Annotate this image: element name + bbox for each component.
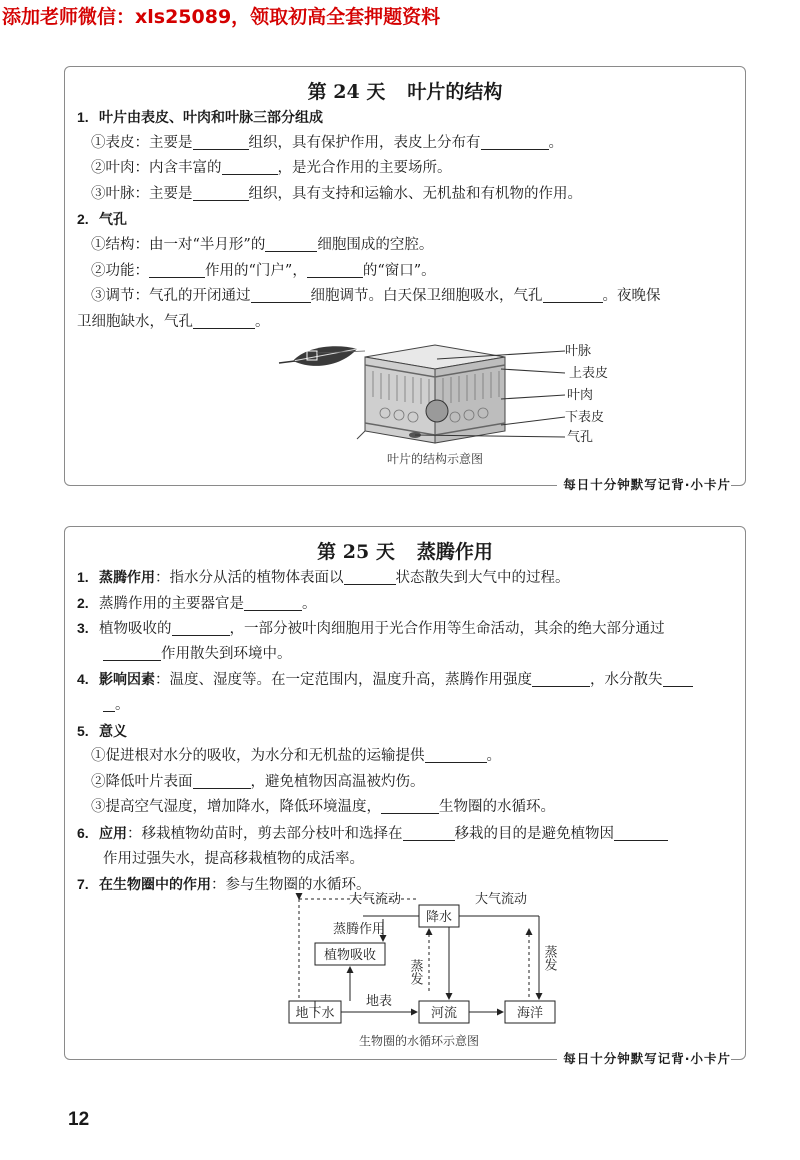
text: 蒸腾作用的主要器官是	[99, 595, 244, 612]
label-lower-epidermis: 下表皮	[565, 410, 605, 425]
title-day: 第 25 天	[317, 541, 395, 563]
fill-blank[interactable]	[149, 261, 205, 278]
fill-blank[interactable]	[222, 158, 278, 175]
label-upper-epidermis: 上表皮	[569, 366, 609, 381]
label-groundwater: 地下水	[295, 1006, 335, 1021]
fill-blank[interactable]	[103, 695, 115, 712]
text: ③叶脉：主要是	[91, 185, 193, 202]
section-heading: 气孔	[99, 212, 127, 229]
text: 的“窗口”。	[362, 262, 436, 279]
text: 细胞调节。白天保卫细胞吸水，气孔	[310, 288, 543, 305]
text: 。夜晚保	[602, 288, 661, 305]
fill-blank[interactable]	[251, 286, 311, 303]
fill-blank[interactable]	[614, 824, 668, 841]
text: 。	[486, 748, 501, 765]
text: 移栽的目的是避免植物因	[454, 825, 614, 842]
text: ：指水分从活的植物体表面以	[155, 570, 344, 586]
text: 。	[115, 696, 130, 713]
item-number: 2.	[77, 594, 89, 611]
text: ③提高空气湿度，增加降水，降低环境温度，	[91, 799, 381, 816]
figure-caption: 叶片的结构示意图	[386, 452, 484, 466]
label-evaporation-land: 蒸发	[407, 959, 423, 985]
text: 组织，具有支持和运输水、无机盐和有机物的作用。	[248, 185, 582, 202]
fill-blank[interactable]	[193, 312, 255, 329]
fill-blank[interactable]	[244, 594, 302, 611]
card-content	[77, 105, 735, 335]
card-content	[77, 565, 735, 898]
item-number: 5.	[77, 722, 89, 739]
item-number: 6.	[77, 824, 89, 841]
label-transpiration: 蒸腾作用	[332, 922, 386, 937]
label-atmosphere-right: 大气流动	[474, 892, 528, 907]
fill-blank[interactable]	[344, 568, 396, 585]
fill-blank[interactable]	[193, 184, 249, 201]
item-number: 1.	[77, 569, 89, 585]
fill-blank[interactable]	[103, 644, 161, 661]
item-number: 4.	[77, 671, 89, 688]
card-footer: 每日十分钟默写记背·小卡片	[557, 475, 731, 493]
title-day: 第 24 天	[307, 81, 386, 103]
label-plant-absorption: 植物吸收	[323, 948, 377, 963]
text: ，避免植物因高温被灼伤。	[250, 773, 425, 790]
item-number: 2.	[77, 211, 89, 228]
text: 。	[302, 595, 317, 612]
leaf-cross-section	[357, 345, 505, 443]
fill-blank[interactable]	[381, 797, 439, 814]
text: 。	[548, 134, 563, 151]
label-stoma: 气孔	[567, 430, 594, 445]
text: 作用散失到环境中。	[161, 645, 292, 662]
fill-blank[interactable]	[425, 746, 487, 763]
fill-blank[interactable]	[193, 133, 249, 150]
text: 组织，具有保护作用，表皮上分布有	[248, 134, 481, 151]
watermark-text: 添加老师微信：xls25089，领取初高全套押题资料	[2, 6, 441, 28]
fill-blank[interactable]	[172, 619, 230, 636]
title-topic: 蒸腾作用	[416, 541, 493, 563]
fill-blank[interactable]	[543, 286, 603, 303]
page-number: 12	[68, 1109, 90, 1130]
fill-blank[interactable]	[265, 235, 317, 252]
water-cycle-diagram	[279, 889, 559, 1053]
text: ：参与生物圈的水循环。	[211, 877, 371, 894]
text: 作用过强失水，提高移栽植物的成活率。	[103, 850, 364, 867]
text: ，是光合作用的主要场所。	[277, 160, 452, 177]
label-mesophyll: 叶肉	[567, 388, 594, 403]
fill-blank[interactable]	[532, 670, 590, 687]
term-heading: 影响因素	[99, 672, 155, 689]
fill-blank[interactable]	[193, 772, 251, 789]
label-ocean: 海洋	[516, 1006, 544, 1021]
card-footer: 每日十分钟默写记背·小卡片	[557, 1049, 731, 1067]
leaf-icon	[279, 346, 365, 366]
text: ①结构：由一对“半月形”的	[91, 236, 266, 253]
text: 植物吸收的	[99, 621, 172, 638]
title-topic: 叶片的结构	[407, 81, 503, 103]
term-heading: 在生物圈中的作用	[99, 877, 211, 894]
text: ②叶肉：内含丰富的	[91, 160, 222, 177]
text: ①表皮：主要是	[91, 134, 193, 151]
text: ：移栽植物幼苗时，剪去部分枝叶和选择在	[127, 825, 403, 842]
term-heading: 应用	[99, 825, 127, 842]
item-number: 7.	[77, 876, 89, 893]
text: 。	[255, 313, 270, 330]
card-day-24	[64, 66, 746, 492]
term-heading: 意义	[99, 723, 127, 740]
text: 卫细胞缺水，气孔	[77, 313, 193, 330]
label-atmosphere-left: 大气流动	[348, 892, 402, 907]
label-rain: 降水	[425, 910, 453, 925]
fill-blank[interactable]	[481, 133, 549, 150]
fill-blank[interactable]	[307, 261, 363, 278]
label-surface: 地表	[365, 994, 393, 1009]
text: 状态散失到大气中的过程。	[395, 570, 570, 586]
text: ①促进根对水分的吸收，为水分和无机盐的运输提供	[91, 748, 425, 765]
fill-blank[interactable]	[663, 670, 693, 687]
item-number: 1.	[77, 109, 89, 125]
label-vein: 叶脉	[565, 344, 592, 359]
label-evaporation-ocean: 蒸发	[541, 945, 557, 971]
text: 细胞围成的空腔。	[317, 236, 434, 253]
text: 作用的“门户”，	[205, 262, 307, 279]
text: ，一部分被叶肉细胞用于光合作用等生命活动，其余的绝大部分通过	[229, 621, 665, 638]
item-number: 3.	[77, 620, 89, 637]
section-heading: 叶片由表皮、叶肉和叶脉三部分组成	[99, 110, 323, 126]
card-day-25	[64, 526, 746, 1066]
fill-blank[interactable]	[403, 824, 455, 841]
text: ③调节：气孔的开闭通过	[91, 288, 251, 305]
card-title	[65, 537, 745, 565]
diagram-caption: 生物圈的水循环示意图	[358, 1034, 480, 1048]
text: ：温度、湿度等。在一定范围内，温度升高，蒸腾作用强度	[155, 672, 532, 689]
text: ②功能：	[91, 262, 149, 279]
term-heading: 蒸腾作用	[99, 570, 155, 586]
leaf-structure-figure	[265, 339, 609, 467]
text: ②降低叶片表面	[91, 773, 193, 790]
text: ，水分散失	[590, 672, 663, 689]
card-title	[65, 77, 745, 105]
label-river: 河流	[430, 1006, 458, 1021]
text: 生物圈的水循环。	[439, 799, 555, 816]
